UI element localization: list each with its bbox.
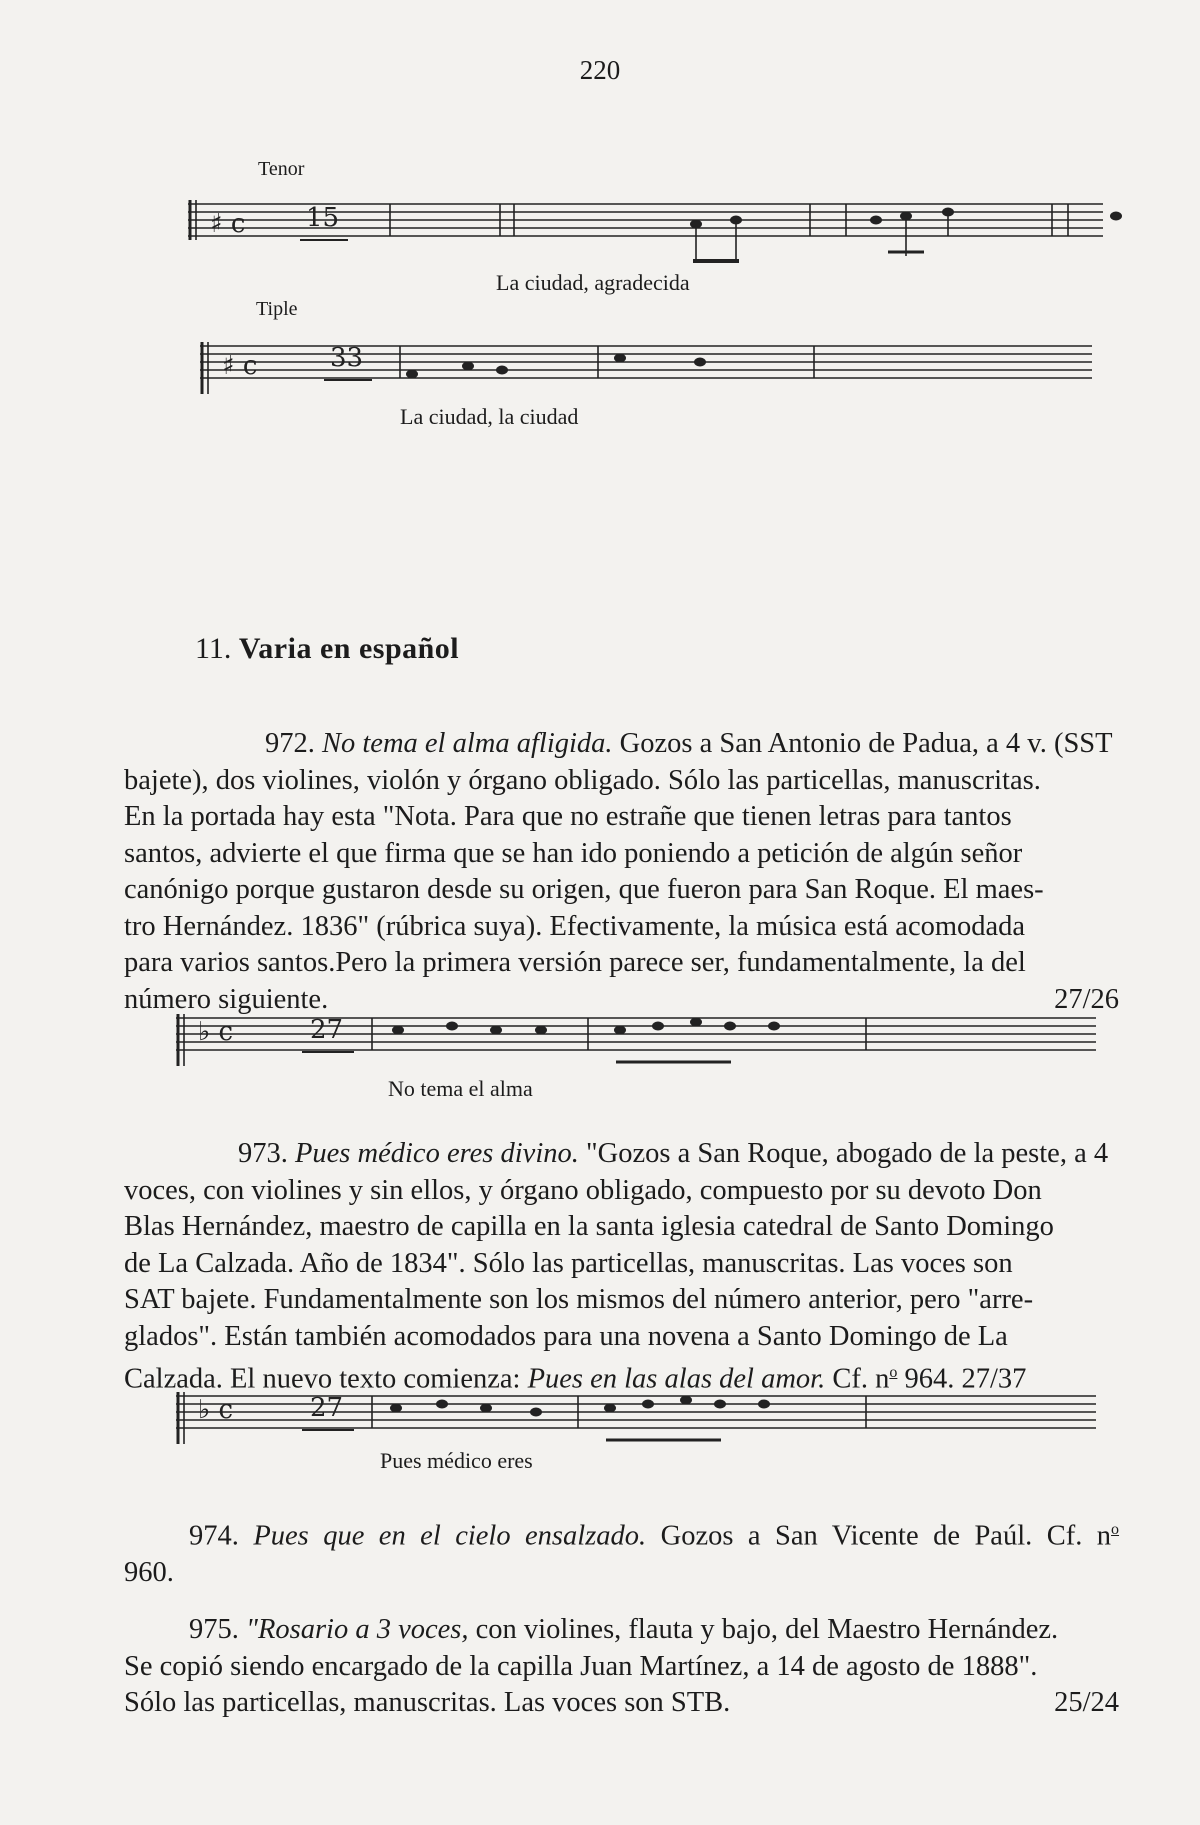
section-heading	[195, 632, 459, 666]
music-staff-tiple	[200, 338, 1100, 403]
measure-number: 27	[310, 1393, 344, 1423]
voice-label-tenor: Tenor	[258, 158, 305, 180]
svg-text:♯ c: ♯ c	[210, 209, 246, 239]
page-number: 220	[579, 55, 621, 85]
svg-text:♭ c: ♭ c	[198, 1395, 234, 1425]
catalog-reference: 25/24	[1054, 1687, 1119, 1718]
catalog-entry-972: 972. No tema el alma afligida. Gozos a San Antonio de Padua, a 4 v. (SST bajete), dos violines, violón y órgano obligado. Sólo las particellas, manuscritas. En la portada hay esta "Nota. Para que no estrañe que tienen letras para tantos santos, advierte el que firma que se han ido poniendo a petición de algún señor canónigo porque gustaron desde su origen, que fueron para San Roque. El maes- tro Hernández. 1836" (rúbrica suya). Efectivamente, la música está acomodada para varios santos.Pero la primera versión parece ser, fundamentalmente, la del número siguiente. 27/26	[124, 726, 1119, 1018]
svg-text:♭ c: ♭ c	[198, 1017, 234, 1047]
lyric-tiple: La ciudad, la ciudad	[400, 404, 579, 429]
lyric-973: Pues médico eres	[380, 1448, 533, 1473]
catalog-entry-973: 973. Pues médico eres divino. "Gozos a San Roque, abogado de la peste, a 4 voces, con violines y sin ellos, y órgano obligado, compuesto por su devoto Don Blas Hernández, maestro de capilla en la santa iglesia catedral de Santo Domingo de La Calzada. Año de 1834". Sólo las particellas, manuscritas. Las voces son SAT bajete. Fundamentalmente son los mismos del número anterior, pero "arre- glados". Están también acomodados para una novena a Santo Domingo de La Calzada. El nuevo texto comienza: Pues en las alas del amor. Cf. $n^o$ 964. 27/37	[124, 1138, 1109, 1395]
catalog-reference: 27/37	[961, 1363, 1027, 1395]
catalog-entry-975: 975. "Rosario a 3 voces, con violines, flauta y bajo, del Maestro Hernández. Se copió siendo encargado de la capilla Juan Martínez, a 14 de agosto de 1888". Sólo las particellas, manuscritas. Las voces son STB. 25/24	[124, 1612, 1119, 1722]
music-staff-tenor	[188, 196, 1118, 281]
music-staff-973	[176, 1388, 1106, 1453]
measure-number: 27	[310, 1015, 344, 1045]
measure-number: 15	[306, 203, 340, 233]
svg-text:♯ c: ♯ c	[222, 351, 258, 381]
entry-title: No tema el alma afligida.	[322, 728, 613, 759]
measure-number: 33	[330, 343, 364, 373]
voice-label-tiple: Tiple	[256, 298, 298, 320]
entry-number: 973.	[238, 1138, 288, 1169]
catalog-entry-974: 974. Pues que en el cielo ensalzado. Gozos a San Vicente de Paúl. Cf. $n^o$ 960.	[124, 1520, 1120, 1588]
lyric-tenor: La ciudad, agradecida	[496, 270, 690, 295]
entry-number: 975.	[189, 1614, 239, 1645]
entry-title: Pues que en el cielo ensalzado.	[253, 1520, 647, 1552]
lyric-972: No tema el alma	[388, 1076, 533, 1101]
catalog-reference: 27/26	[1054, 983, 1119, 1015]
section-number: 11.	[195, 632, 232, 665]
section-title: Varia en español	[238, 632, 460, 665]
entry-number: 972.	[265, 728, 315, 759]
entry-title: Pues médico eres divino.	[295, 1138, 579, 1169]
music-staff-972	[176, 1010, 1106, 1075]
entry-title: "Rosario a 3 voces,	[246, 1614, 469, 1645]
entry-number: 974.	[189, 1520, 239, 1552]
